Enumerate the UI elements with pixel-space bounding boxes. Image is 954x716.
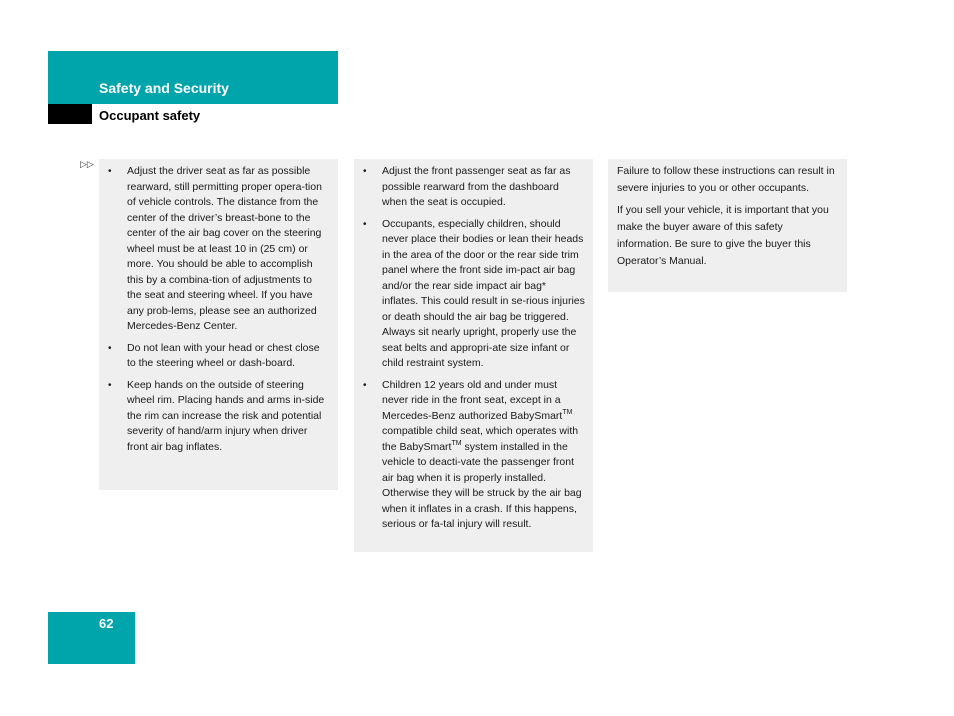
list-item-text: Adjust the front passenger seat as far as possible rearward from the dashboard when the seat is occupied. <box>382 165 571 208</box>
bullet-icon: • <box>363 166 367 177</box>
list-item <box>363 217 585 372</box>
list-item-text: Adjust the driver seat as far as possible rearward, still permitting proper opera-tion of vehicle controls. The distance from the center of the driver’s breast-bone to the center of the air bag cover on the steering wheel must be at least 10 in (25 cm) or more. You should be able to accomplish this by a combina-tion of adjustments to the seat and steering wheel. If you have any prob-lems, please see an authorized Mercedes-Benz Center. <box>127 165 322 332</box>
list-item <box>108 164 328 335</box>
list-item-text: Do not lean with your head or chest close to the steering wheel or dash-board. <box>127 341 320 369</box>
subsection-title: Occupant safety <box>99 108 201 123</box>
list-item-text: Keep hands on the outside of steering wheel rim. Placing hands and arms in-side the rim can increase the risk and potential severity of hand/arm injury when driver front air bag inflates. <box>127 378 325 453</box>
warning-list <box>108 164 328 455</box>
list-item <box>363 164 585 211</box>
bullet-icon: • <box>108 342 112 354</box>
list-item <box>363 378 585 533</box>
children-text-part-3: system installed in the vehicle to deacti-vate the passenger front air bag when it is properly installed. Otherwise they will be struck by the air bag when it inflates in a crash. If this happens, serious or fa-tal injury will result. <box>382 440 582 530</box>
warning-list <box>363 164 585 533</box>
warning-paragraph: Failure to follow these instructions can result in severe injuries to you or other occupants. <box>617 165 835 194</box>
header-band <box>48 51 338 104</box>
continued-arrow-icon: ▷▷ <box>80 159 94 169</box>
warning-panel-column-3 <box>608 159 847 292</box>
list-item <box>108 341 328 372</box>
trademark-mark: TM <box>451 439 462 447</box>
warning-panel-column-2 <box>354 159 593 552</box>
bullet-icon: • <box>363 218 367 230</box>
trademark-mark: TM <box>562 408 573 416</box>
page-number: 62 <box>99 616 114 631</box>
bullet-icon: • <box>108 379 112 391</box>
list-item <box>108 378 328 456</box>
warning-panel-column-1 <box>99 159 338 490</box>
page-number-box <box>48 612 135 664</box>
warning-paragraph: If you sell your vehicle, it is important that you make the buyer aware of this safety information. Be sure to give the buyer this Operator’s Manual. <box>617 204 829 267</box>
section-marker-tab <box>48 104 92 124</box>
bullet-icon: • <box>363 379 367 391</box>
children-text-part-2: compatible child seat, which operates with the BabySmart <box>382 425 579 453</box>
section-title: Safety and Security <box>99 80 229 96</box>
children-text-part-1: Children 12 years old and under must never ride in the front seat, except in a Mercedes-Benz authorized BabySmart <box>382 378 563 422</box>
list-item-text <box>382 379 582 531</box>
list-item-text: Occupants, especially children, should never place their bodies or lean their heads in the area of the door or the rear side trim panel where the front side im-pact air bag and/or the rear side impact air bag* inflates. This could result in se-rious injuries or death should the air bag be triggered. Always sit nearly upright, properly use the seat belts and appropri-ate size infant or child restraint system. <box>382 217 585 369</box>
bullet-icon: • <box>108 166 112 177</box>
